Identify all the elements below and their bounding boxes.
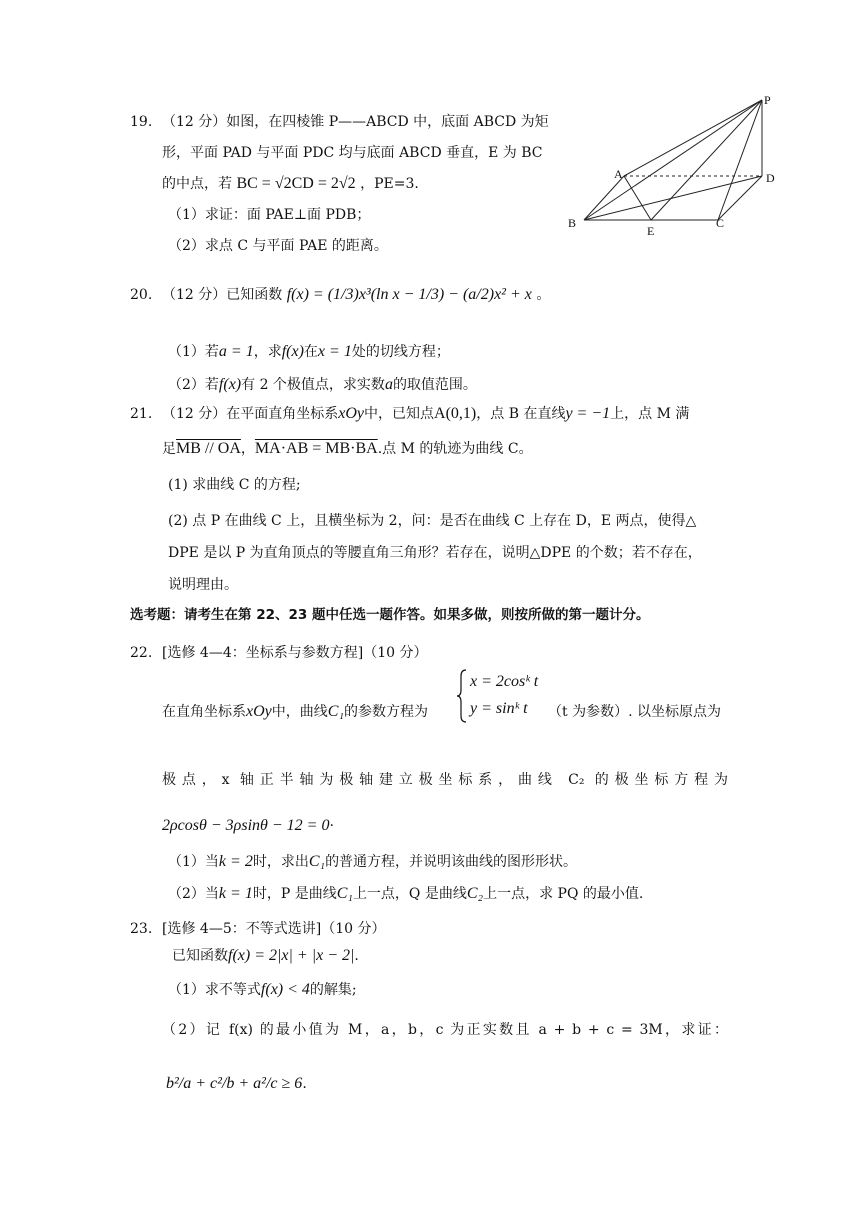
edge-CD [718, 176, 762, 220]
q21-part2-line3: 说明理由。 [168, 577, 238, 593]
q22-sys-y: y = sinᵏ t [470, 700, 528, 717]
q22-sys-x: x = 2cosᵏ t [470, 673, 539, 690]
q20-part2-m1: f(x) [218, 376, 242, 393]
q22-line2-text: 极点，x 轴正半轴为极轴建立极坐标系，曲线 C₂ 的极坐标方程为 [162, 772, 728, 788]
q20-part2-a: （2）若 [168, 377, 219, 393]
q22-part1 [168, 852, 577, 872]
edge-PA [624, 100, 762, 176]
q22-title: [选修 4—4：坐标系与参数方程]（10 分） [162, 645, 428, 661]
q21-part2-line2: DPE 是以 P 为直角顶点的等腰直角三角形？若存在，说明△DPE 的个数；若不存在， [168, 545, 702, 561]
q22-line1-c: 的参数方程为 [344, 704, 428, 720]
label-A: A [614, 167, 623, 181]
q20-line1 [162, 285, 550, 305]
q22-part2-m2: C₁ [336, 885, 353, 902]
q22-part2-b: 时，P 是曲线 [252, 886, 337, 902]
q21-line1 [162, 404, 689, 424]
q21-line1-m3: y = −1 [565, 405, 611, 422]
q20-part1-a: （1）若 [168, 344, 219, 360]
q21-line2-b: ， [240, 441, 255, 457]
label-P: P [764, 93, 771, 107]
q19-line2: 形，平面 PAD 与平面 PDC 均与底面 ABCD 垂直，E 为 BC [162, 145, 543, 161]
edge-AE [624, 176, 651, 220]
q21-vector-condition: MB // OA [176, 440, 241, 457]
q20-part1-d: 处的切线方程； [351, 344, 450, 360]
q21-part1: (1) 求曲线 C 的方程; [168, 477, 301, 493]
q21-number: 21. [130, 406, 153, 422]
q22-part2-m1: k = 1 [218, 885, 253, 902]
q22-number: 22. [130, 645, 153, 661]
q22-part2-m3: C₂ [466, 885, 484, 902]
q20-part2-c: 的取值范围。 [392, 377, 477, 393]
q21-line2-c: .点 M 的轨迹为曲线 C。 [377, 441, 533, 457]
q19-line3 [162, 174, 419, 194]
edge-BA [584, 176, 624, 220]
q19-line1: （12 分）如图，在四棱锥 P——ABCD 中，底面 ABCD 为矩 [162, 114, 549, 130]
edge-PE [651, 100, 762, 220]
q22-parametric-system [456, 668, 556, 724]
q22-line1-d: （t 为参数）. 以坐标原点为 [548, 704, 721, 720]
q22-line3 [162, 816, 334, 836]
q20-end: 。 [536, 287, 551, 303]
q19-number: 19. [130, 114, 153, 130]
q22-line2 [162, 770, 728, 790]
q23-title: [选修 4—5：不等式选讲]（10 分） [162, 921, 386, 937]
q23-number: 23. [130, 921, 153, 937]
q22-part1-b: 时，求出 [252, 854, 309, 870]
q22-part1-a: （1）当 [168, 854, 219, 870]
q20-part1-c: 在 [303, 344, 318, 360]
q22-part2-a: （2）当 [168, 886, 219, 902]
q21-line2 [162, 439, 533, 459]
label-D: D [766, 171, 775, 185]
q21-line1-c: ，点 B 在直线 [476, 406, 566, 422]
q20-number: 20. [130, 287, 153, 303]
elective-note: 选考题：请考生在第 22、23 题中任选一题作答。如果多做，则按所做的第一题计分。 [130, 607, 650, 623]
q21-line2-a: 足 [162, 441, 176, 457]
q23-part2 [162, 1020, 728, 1040]
q20-function-formula: f(x) = (1/3)x³(ln x − 1/3) − (a/2)x² + x [286, 286, 532, 303]
edge-BD [584, 176, 762, 220]
q21-dot-product-condition: MA·AB = MB·BA [254, 440, 378, 457]
q21-line1-b: 中，已知点 [364, 406, 435, 422]
q21-line1-a: （12 分）在平面直角坐标系 [162, 406, 339, 422]
q20-part1-m3: x = 1 [317, 343, 352, 360]
q22-polar-equation: 2ρcosθ − 3ρsinθ − 12 = 0 [162, 817, 330, 834]
q20-part2 [168, 375, 477, 395]
q21-line1-d: 上，点 M 满 [610, 406, 690, 422]
q23-line1 [172, 946, 359, 966]
q23-part2-text: （2）记 f(x) 的最小值为 M，a，b，c 为正实数且 a + b + c = 3M，求证： [162, 1022, 728, 1038]
q23-line1-end: . [354, 948, 359, 964]
q23-line1-a: 已知函数 [172, 948, 228, 964]
q22-line1-m2: C₁ [327, 703, 344, 720]
q22-part2-d: 上一点，求 PQ 的最小值. [483, 886, 644, 902]
q23-inequality-math: b²/a + c²/b + a²/c ≥ 6 [166, 1075, 303, 1092]
q23-part1-m: f(x) < 4 [260, 981, 310, 998]
q22-part2-c: 上一点，Q 是曲线 [352, 886, 467, 902]
q20-lead: （12 分）已知函数 [162, 287, 283, 303]
q22-line3-end: · [329, 818, 334, 834]
q23-inequality [166, 1074, 307, 1094]
q22-line1-m1: xOy [246, 703, 272, 720]
q22-part1-m2: C₁ [308, 853, 326, 870]
q20-part1-m1: a = 1 [218, 343, 254, 360]
q23-part1 [168, 980, 357, 1000]
label-B: B [568, 216, 577, 230]
q19-part1: （1）求证：面 PAE⊥面 PDB； [168, 207, 371, 223]
q21-part2-line1: (2) 点 P 在曲线 C 上，且横坐标为 2，问：是否在曲线 C 上存在 D，E 两点，使得△ [168, 513, 697, 529]
label-E: E [647, 224, 655, 238]
q20-part2-b: 有 2 个极值点，求实数 [241, 377, 385, 393]
q19-pyramid-figure [560, 88, 800, 248]
q22-line1-b: 中，曲线 [271, 704, 328, 720]
q20-part1 [168, 342, 450, 362]
q20-part2-m2: a [384, 376, 393, 393]
q19-line3-pre: 的中点，若 [162, 176, 232, 192]
q20-part1-b: ，求 [253, 344, 282, 360]
q19-condition-math: BC = √2CD = 2√2 [236, 175, 356, 192]
q22-line1 [162, 702, 428, 722]
q23-inequality-end: . [302, 1076, 307, 1092]
q22-part1-c: 的普通方程，并说明该曲线的图形形状。 [325, 854, 578, 870]
q19-part2: （2）求点 C 与平面 PAE 的距离。 [168, 238, 388, 254]
q20-part1-m2: f(x) [281, 343, 304, 360]
q22-line1-a: 在直角坐标系 [162, 704, 246, 720]
q19-line3-post: ，PE=3. [360, 176, 419, 192]
q23-part1-b: 的解集; [309, 982, 357, 998]
q22-part2 [168, 884, 643, 904]
q23-part1-a: （1）求不等式 [168, 982, 261, 998]
q23-function: f(x) = 2|x| + |x − 2| [228, 947, 355, 964]
q21-line1-m2: A(0,1) [434, 405, 477, 422]
q22-part1-m1: k = 2 [218, 853, 253, 870]
label-C: C [716, 216, 725, 230]
q21-line1-m1: xOy [338, 405, 365, 422]
edge-PC [718, 100, 762, 220]
brace-icon [456, 668, 468, 724]
